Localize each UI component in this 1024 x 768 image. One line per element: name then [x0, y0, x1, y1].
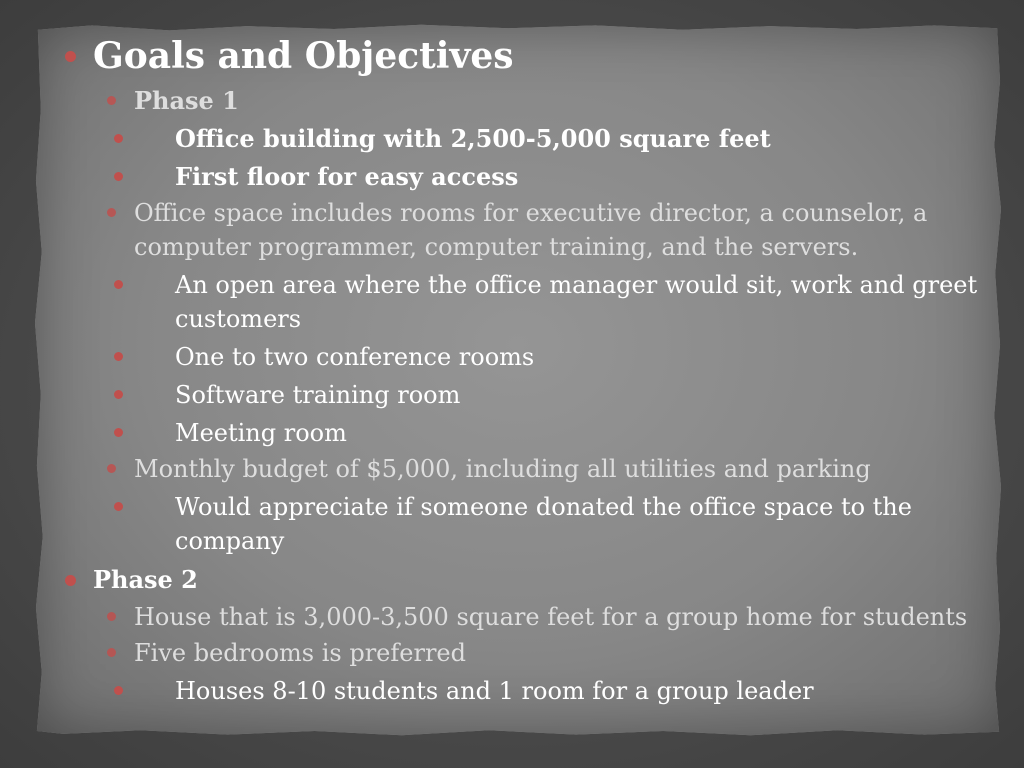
- list-item-budget: [93, 452, 980, 558]
- bullet-icon: [114, 172, 123, 181]
- list-item-bedrooms: [93, 636, 980, 708]
- bullet-icon: [107, 208, 116, 217]
- list-subitem: [134, 490, 980, 558]
- list-subitem-text: First floor for easy access: [175, 162, 519, 191]
- list-subitem: [134, 268, 980, 336]
- list-subitem: [134, 674, 980, 708]
- bullet-icon: [114, 502, 123, 511]
- bullet-icon: [65, 575, 76, 586]
- list-item-text: House that is 3,000-3,500 square feet for a group home for students: [134, 603, 968, 631]
- bullet-icon: [114, 390, 123, 399]
- bullet-icon: [107, 96, 116, 105]
- list-subitem: [134, 122, 980, 156]
- section-title: Phase 2: [93, 565, 198, 594]
- list-subitem-text: Houses 8-10 students and 1 room for a group leader: [175, 677, 814, 705]
- list-subitem-text: Software training room: [175, 381, 461, 409]
- list-item-phase-1: [93, 84, 980, 194]
- section-phase-2: [60, 562, 980, 708]
- section-goals: [60, 30, 980, 558]
- list-subitem-text: Office building with 2,500-5,000 square feet: [175, 124, 771, 153]
- bullet-icon: [114, 428, 123, 437]
- list-subitem: [134, 416, 980, 450]
- list-subitem-text: One to two conference rooms: [175, 343, 535, 371]
- bullet-icon: [114, 686, 123, 695]
- bullet-icon: [114, 134, 123, 143]
- bullet-icon: [114, 280, 123, 289]
- bullet-icon: [107, 648, 116, 657]
- bullet-list: [60, 30, 980, 708]
- bullet-icon: [65, 51, 76, 62]
- list-item-text: Five bedrooms is preferred: [134, 639, 466, 667]
- list-subitem: [134, 160, 980, 194]
- section-title: Goals and Objectives: [93, 35, 514, 77]
- bullet-icon: [107, 464, 116, 473]
- list-item-text: Monthly budget of $5,000, including all utilities and parking: [134, 455, 871, 483]
- list-subitem-text: Meeting room: [175, 419, 347, 447]
- list-subitem: [134, 340, 980, 374]
- list-item-text: Phase 1: [134, 86, 239, 115]
- slide-content: [60, 30, 980, 708]
- list-item-house: [93, 600, 980, 634]
- bullet-icon: [107, 612, 116, 621]
- bullet-icon: [114, 352, 123, 361]
- list-item-text: Office space includes rooms for executive director, a counselor, a computer programmer, computer training, and the servers.: [134, 199, 928, 261]
- list-subitem-text: An open area where the office manager would sit, work and greet customers: [175, 271, 978, 333]
- list-subitem-text: Would appreciate if someone donated the office space to the company: [175, 493, 912, 555]
- list-subitem: [134, 378, 980, 412]
- list-item-office-space: [93, 196, 980, 450]
